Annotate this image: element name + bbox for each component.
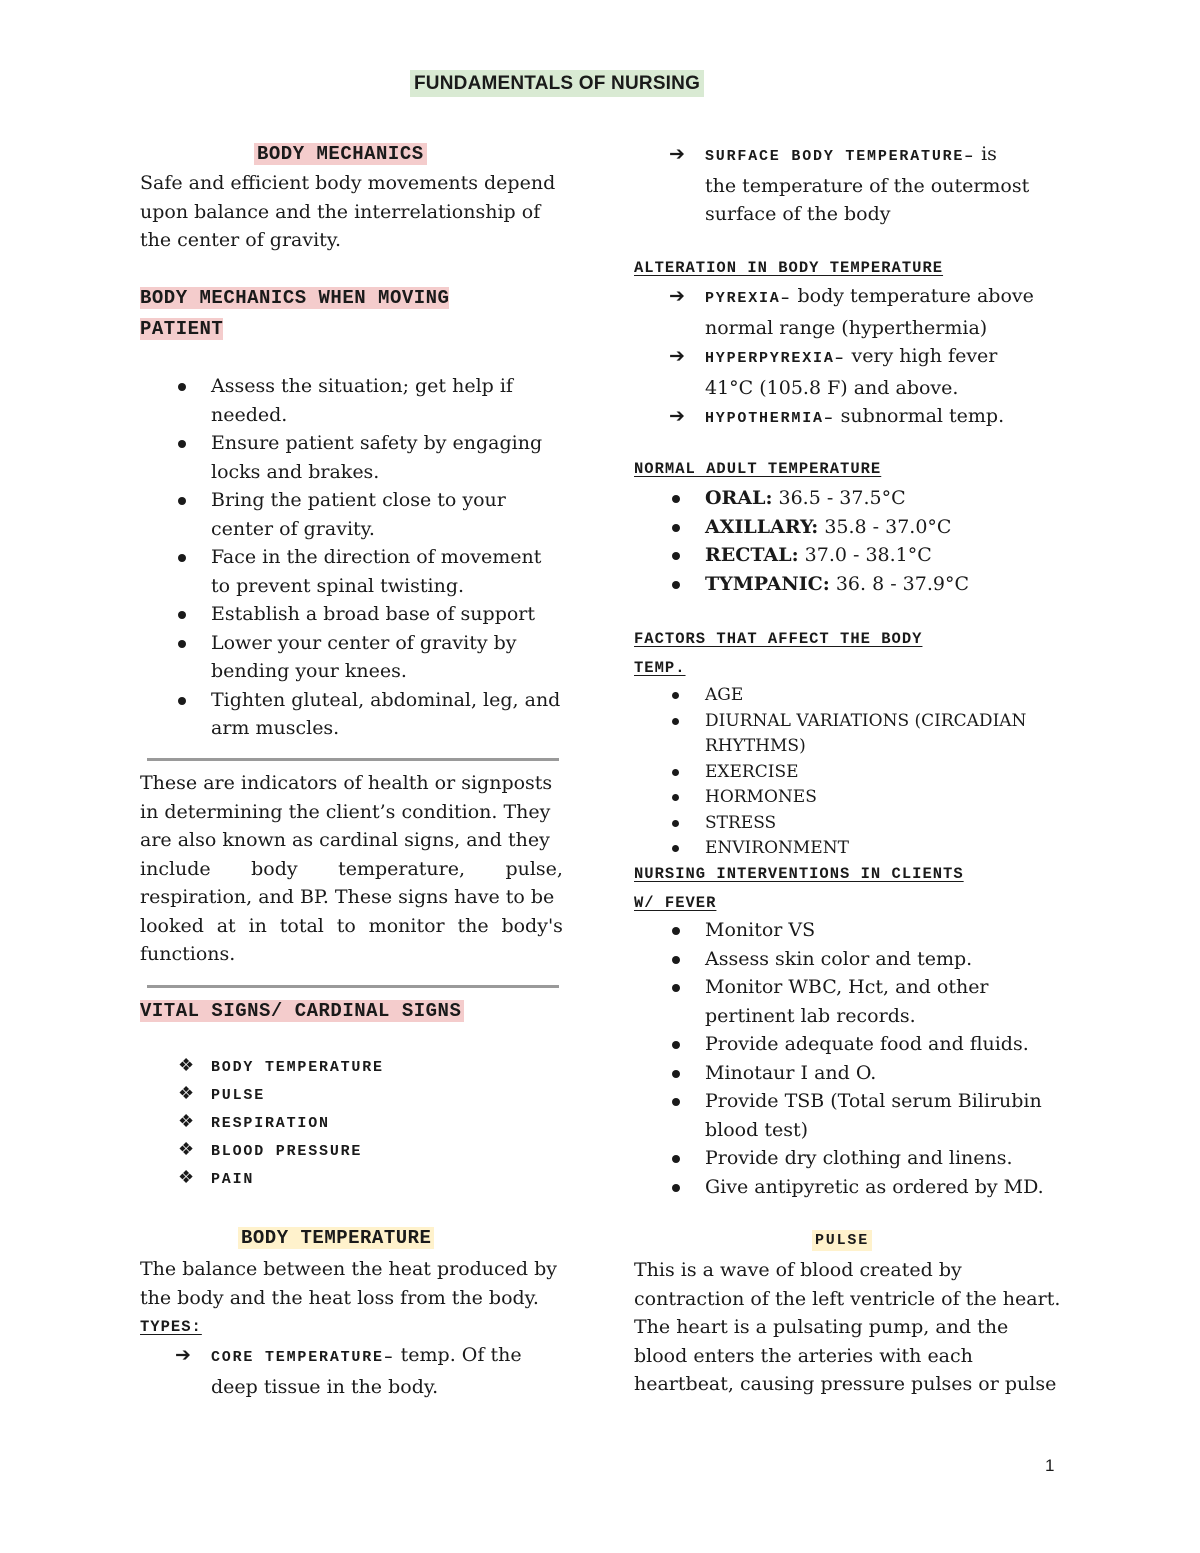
moving-patient-list bbox=[211, 372, 571, 743]
alteration-heading: ALTERATION IN BODY TEMPERATURE bbox=[634, 259, 944, 277]
list-item: Tighten gluteal, abdominal, leg, and arm muscles. bbox=[211, 686, 571, 743]
section-divider bbox=[147, 985, 559, 988]
list-item: ❖ BODY TEMPERATURE bbox=[178, 1055, 384, 1076]
body-mechanics-heading: BODY MECHANICS bbox=[254, 139, 427, 170]
arrow-bullet-icon: ➔ bbox=[669, 143, 685, 165]
types-label: TYPES: bbox=[140, 1318, 202, 1336]
normal-adult-heading: NORMAL ADULT TEMPERATURE bbox=[634, 460, 882, 478]
list-item: ❖ BLOOD PRESSURE bbox=[178, 1139, 363, 1160]
vital-signs-heading: VITAL SIGNS/ CARDINAL SIGNS bbox=[140, 996, 464, 1027]
list-item: Face in the direction of movement to prevent spinal twisting. bbox=[211, 543, 571, 600]
list-item: ORAL: 36.5 - 37.5°C bbox=[705, 484, 1065, 513]
list-item: Bring the patient close to your center of gravity. bbox=[211, 486, 571, 543]
list-item: ENVIRONMENT bbox=[705, 836, 1065, 862]
body-temperature-text: The balance between the heat produced by the body and the heat loss from the body. bbox=[140, 1258, 558, 1309]
list-item: Ensure patient safety by engaging locks and brakes. bbox=[211, 429, 571, 486]
list-item: Monitor WBC, Hct, and other pertinent lab records. bbox=[705, 973, 1065, 1030]
list-item: RECTAL: 37.0 - 38.1°C bbox=[705, 541, 1065, 570]
document-title: FUNDAMENTALS OF NURSING bbox=[410, 70, 704, 97]
section-divider bbox=[147, 758, 559, 761]
arrow-bullet-icon: ➔ bbox=[669, 405, 685, 427]
arrow-bullet-icon: ➔ bbox=[669, 285, 685, 307]
body-temperature-heading: BODY TEMPERATURE bbox=[238, 1223, 434, 1254]
list-item: TYMPANIC: 36. 8 - 37.9°C bbox=[705, 570, 1065, 599]
core-temperature-item: ➔ CORE TEMPERATURE– temp. Of the deep tissue in the body. bbox=[175, 1341, 575, 1401]
list-item: Monitor VS bbox=[705, 916, 1065, 945]
surface-temperature-item: ➔ SURFACE BODY TEMPERATURE– is the temperature of the outermost surface of the body bbox=[669, 140, 1069, 229]
list-item: Provide adequate food and fluids. bbox=[705, 1030, 1065, 1059]
list-item: Assess the situation; get help if needed. bbox=[211, 372, 571, 429]
diamond-bullet-icon: ❖ bbox=[178, 1055, 195, 1076]
list-item: AXILLARY: 35.8 - 37.0°C bbox=[705, 513, 1065, 542]
normal-adult-list bbox=[705, 484, 1065, 598]
arrow-bullet-icon: ➔ bbox=[175, 1344, 191, 1366]
list-item: Establish a broad base of support bbox=[211, 600, 571, 629]
list-item: HORMONES bbox=[705, 785, 1065, 811]
list-item: ➔ HYPOTHERMIA– subnormal temp. bbox=[669, 402, 1069, 434]
vital-signs-list bbox=[178, 1055, 558, 1195]
factors-list bbox=[705, 683, 1065, 862]
diamond-bullet-icon: ❖ bbox=[178, 1139, 195, 1160]
list-item: Assess skin color and temp. bbox=[705, 945, 1065, 974]
list-item: ❖ PAIN bbox=[178, 1167, 255, 1188]
list-item: ❖ RESPIRATION bbox=[178, 1111, 330, 1132]
list-item: Give antipyretic as ordered by MD. bbox=[705, 1173, 1065, 1202]
alteration-list bbox=[669, 282, 1069, 434]
list-item: ❖ PULSE bbox=[178, 1083, 266, 1104]
indicators-paragraph: These are indicators of health or signposts in determining the client’s condition. They are also known as cardinal signs, and they include body temperature, pulse, respiration, and BP. These signs have to be looked at in total to monitor the body's functions. bbox=[140, 772, 563, 965]
interventions-list bbox=[705, 916, 1065, 1201]
list-item: ➔ PYREXIA– body temperature above normal range (hyperthermia) bbox=[669, 282, 1069, 342]
list-item: EXERCISE bbox=[705, 760, 1065, 786]
diamond-bullet-icon: ❖ bbox=[178, 1111, 195, 1132]
list-item: STRESS bbox=[705, 811, 1065, 837]
list-item: Lower your center of gravity by bending your knees. bbox=[211, 629, 571, 686]
list-item: Provide TSB (Total serum Bilirubin blood test) bbox=[705, 1087, 1065, 1144]
diamond-bullet-icon: ❖ bbox=[178, 1083, 195, 1104]
page-number: 1 bbox=[1045, 1456, 1055, 1475]
list-item: Minotaur I and O. bbox=[705, 1059, 1065, 1088]
moving-patient-heading: BODY MECHANICS WHEN MOVING PATIENT bbox=[140, 287, 450, 340]
list-item: DIURNAL VARIATIONS (CIRCADIAN RHYTHMS) bbox=[705, 709, 1065, 760]
interventions-heading: NURSING INTERVENTIONS IN CLIENTS W/ FEVER bbox=[634, 865, 964, 912]
list-item: AGE bbox=[705, 683, 1065, 709]
body-mechanics-text: Safe and efficient body movements depend upon balance and the interrelationship of the center of gravity. bbox=[140, 172, 556, 251]
factors-heading: FACTORS THAT AFFECT THE BODY TEMP. bbox=[634, 630, 923, 677]
list-item: Provide dry clothing and linens. bbox=[705, 1144, 1065, 1173]
pulse-heading: PULSE bbox=[812, 1229, 872, 1249]
list-item: ➔ HYPERPYREXIA– very high fever 41°C (105.8 F) and above. bbox=[669, 342, 1069, 402]
pulse-paragraph: This is a wave of blood created by contraction of the left ventricle of the heart. The heart is a pulsating pump, and the blood enters the arteries with each heartbeat, causing pressure pulses or pulse bbox=[634, 1259, 1061, 1395]
arrow-bullet-icon: ➔ bbox=[669, 345, 685, 367]
diamond-bullet-icon: ❖ bbox=[178, 1167, 195, 1188]
